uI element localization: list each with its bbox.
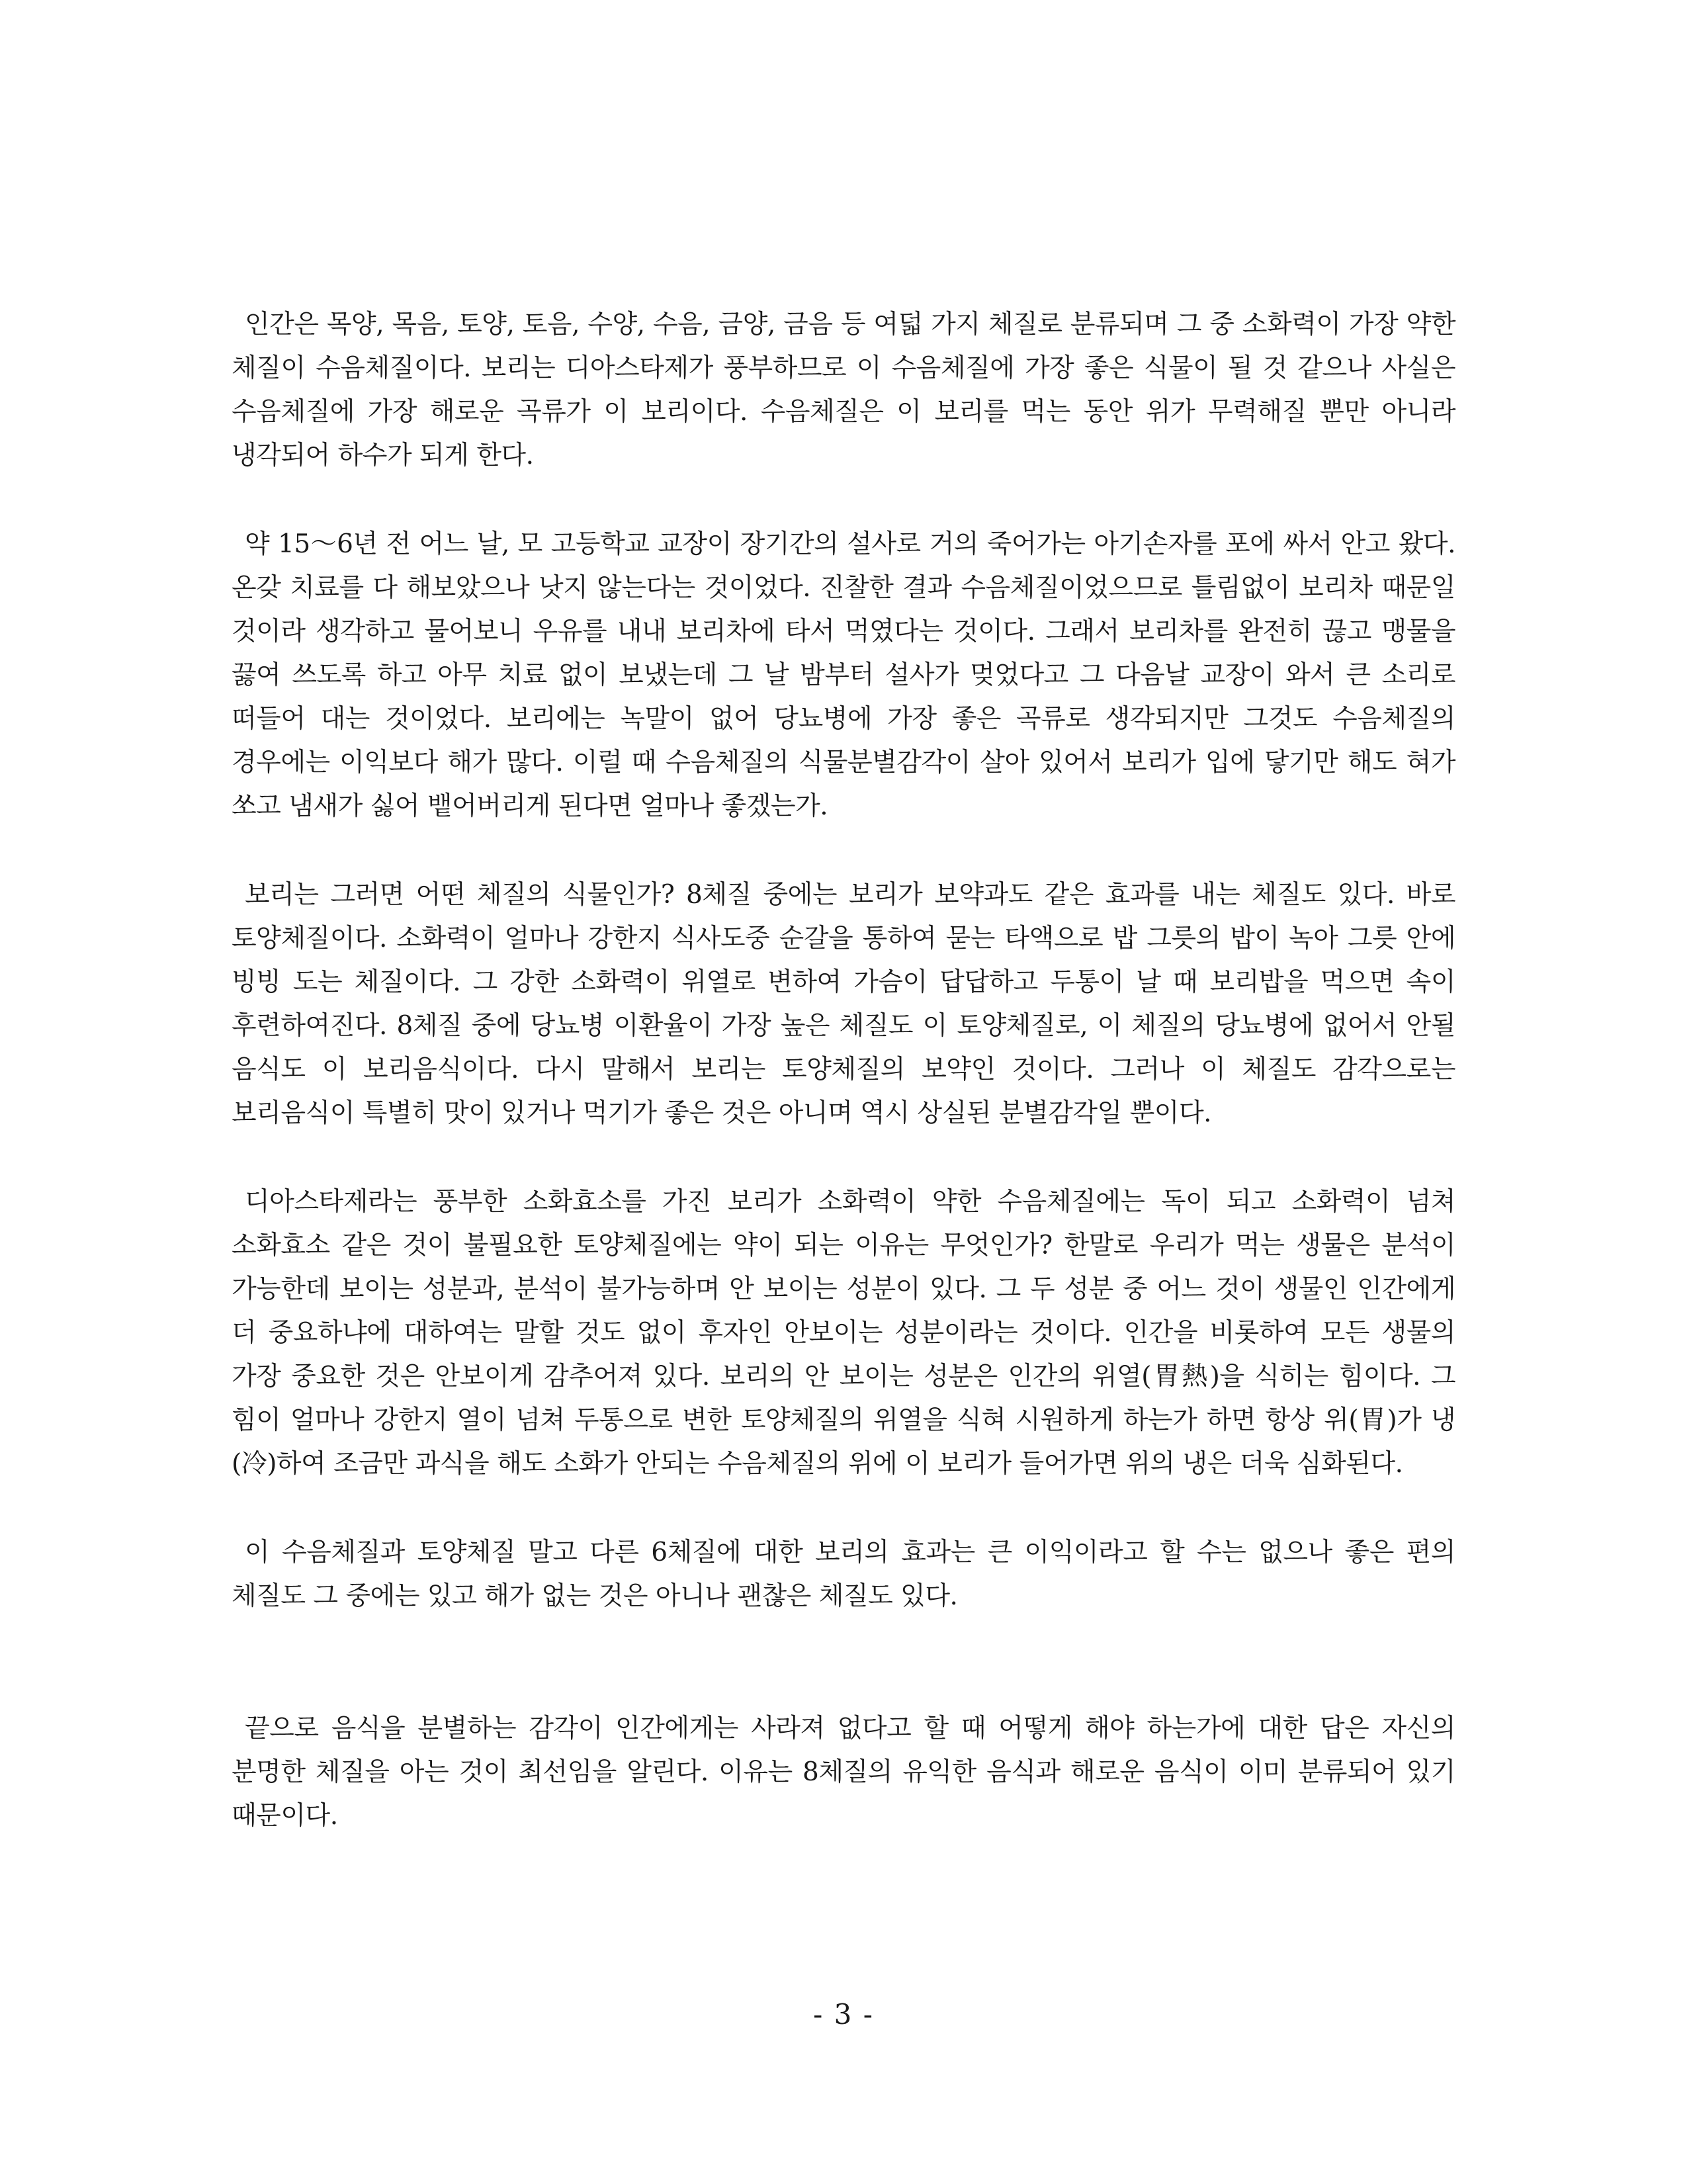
body-text: [232, 303, 1455, 1838]
paragraph-3: 보리는 그러면 어떤 체질의 식물인가? 8체질 중에는 보리가 보약과도 같은 효과를 내는 체질도 있다. 바로 토양체질이다. 소화력이 얼마나 강한지 식사도중 순갈을 통하여 묻는 타액으로 밥 그릇의 밥이 녹아 그릇 안에 빙빙 도는 체질이다. 그 강한 소화력이 위열로 변하여 가슴이 답답하고 두통이 날 때 보리밥을 먹으면 속이 후련하여진다. 8체질 중에 당뇨병 이환율이 가장 높은 체질도 이 토양체질로, 이 체질의 당뇨병에 없어서 안될 음식도 이 보리음식이다. 다시 말해서 보리는 토양체질의 보약인 것이다. 그러나 이 체질도 감각으로는 보리음식이 특별히 맛이 있거나 먹기가 좋은 것은 아니며 역시 상실된 분별감각일 뿐이다.: [232, 880, 1455, 1128]
paragraph-4: 디아스타제라는 풍부한 소화효소를 가진 보리가 소화력이 약한 수음체질에는 독이 되고 소화력이 넘쳐 소화효소 같은 것이 불필요한 토양체질에는 약이 되는 이유는 무엇인가? 한말로 우리가 먹는 생물은 분석이 가능한데 보이는 성분과, 분석이 불가능하며 안 보이는 성분이 있다. 그 두 성분 중 어느 것이 생물인 인간에게 더 중요하냐에 대하여는 말할 것도 없이 후자인 안보이는 성분이라는 것이다. 인간을 비롯하여 모든 생물의 가장 중요한 것은 안보이게 감추어져 있다. 보리의 안 보이는 성분은 인간의 위열(胃熱)을 식히는 힘이다. 그 힘이 얼마나 강한지 열이 넘쳐 두통으로 변한 토양체질의 위열을 식혀 시원하게 하는가 하면 항상 위(胃)가 냉(冷)하여 조금만 과식을 해도 소화가 안되는 수음체질의 위에 이 보리가 들어가면 위의 냉은 더욱 심화된다.: [232, 1187, 1455, 1479]
page-number: - 3 -: [813, 1998, 874, 2031]
paragraph-5: 이 수음체질과 토양체질 말고 다른 6체질에 대한 보리의 효과는 큰 이익이라고 할 수는 없으나 좋은 편의 체질도 그 중에는 있고 해가 없는 것은 아니나 괜찮은 체질도 있다.: [232, 1538, 1455, 1611]
paragraph-6: 끝으로 음식을 분별하는 감각이 인간에게는 사라져 없다고 할 때 어떻게 해야 하는가에 대한 답은 자신의 분명한 체질을 아는 것이 최선임을 알린다. 이유는 8체질의 유익한 음식과 해로운 음식이 이미 분류되어 있기 때문이다.: [232, 1714, 1455, 1831]
paragraph-2: 약 15～6년 전 어느 날, 모 고등학교 교장이 장기간의 설사로 거의 죽어가는 아기손자를 포에 싸서 안고 왔다. 온갖 치료를 다 해보았으나 낫지 않는다는 것이었다. 진찰한 결과 수음체질이었으므로 틀림없이 보리차 때문일 것이라 생각하고 물어보니 우유를 내내 보리차에 타서 먹였다는 것이다. 그래서 보리차를 완전히 끊고 맹물을 끓여 쓰도록 하고 아무 치료 없이 보냈는데 그 날 밤부터 설사가 멎었다고 그 다음날 교장이 와서 큰 소리로 떠들어 대는 것이었다. 보리에는 녹말이 없어 당뇨병에 가장 좋은 곡류로 생각되지만 그것도 수음체질의 경우에는 이익보다 해가 많다. 이럴 때 수음체질의 식물분별감각이 살아 있어서 보리가 입에 닿기만 해도 혀가 쏘고 냄새가 싫어 뱉어버리게 된다면 얼마나 좋겠는가.: [232, 529, 1455, 821]
paragraph-1: 인간은 목양, 목음, 토양, 토음, 수양, 수음, 금양, 금음 등 여덟 가지 체질로 분류되며 그 중 소화력이 가장 약한 체질이 수음체질이다. 보리는 디아스타제가 풍부하므로 이 수음체질에 가장 좋은 식물이 될 것 같으나 사실은 수음체질에 가장 해로운 곡류가 이 보리이다. 수음체질은 이 보리를 먹는 동안 위가 무력해질 뿐만 아니라 냉각되어 하수가 되게 한다.: [232, 310, 1455, 470]
